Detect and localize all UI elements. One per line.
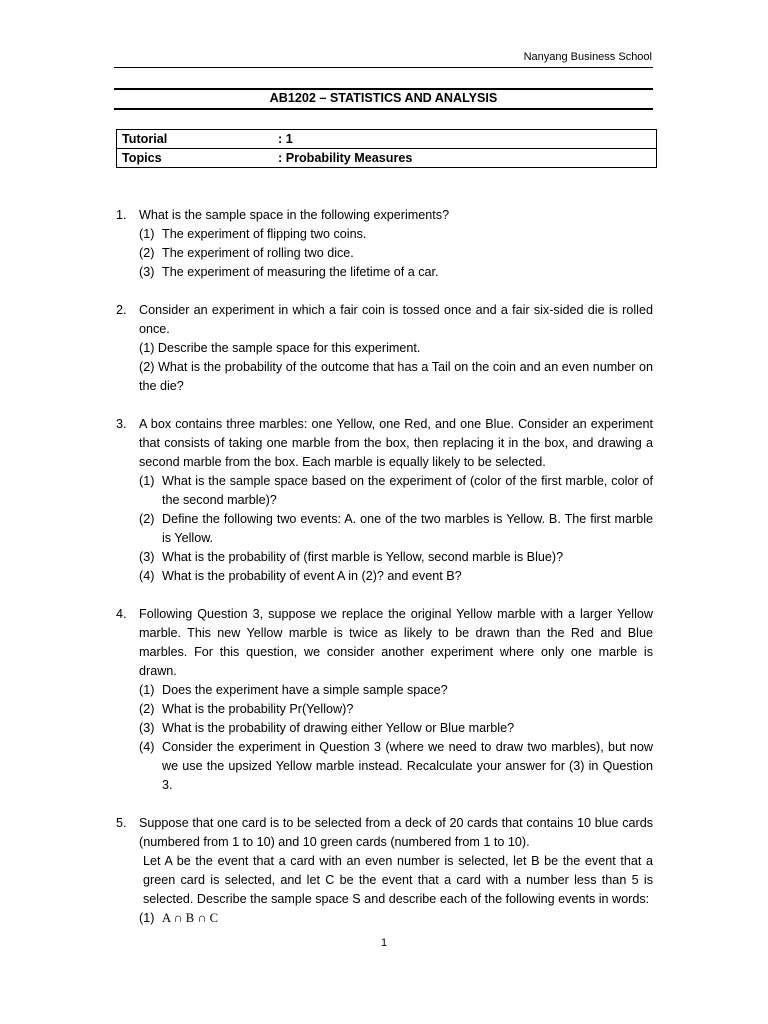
question-5 <box>116 814 653 928</box>
topics-label: Topics <box>117 149 272 168</box>
question-2 <box>116 301 653 396</box>
sub-question-list <box>139 225 653 282</box>
header-school-name: Nanyang Business School <box>523 51 652 63</box>
question-stem: Suppose that one card is to be selected from a deck of 20 cards that contains 10 blue cards (numbered from 1 to 10) and 10 green cards (numbered from 1 to 10). <box>139 816 653 849</box>
tutorial-value: : 1 <box>271 130 657 149</box>
question-line: (2) What is the probability of the outcome that has a Tail on the coin and an even number on the die? <box>139 360 653 393</box>
sub-question-number: (1) <box>139 474 155 488</box>
sub-question-text: Consider the experiment in Question 3 (where we need to draw two marbles), but now we use the upsized Yellow marble instead. Recalculate your answer for (3) in Question 3. <box>162 740 653 792</box>
sub-question-text: The experiment of flipping two coins. <box>162 227 367 241</box>
sub-question-number: (4) <box>139 569 155 583</box>
question-number: 5. <box>116 816 127 830</box>
sub-question-text: A ∩ B ∩ C <box>162 911 218 925</box>
sub-question-number: (1) <box>139 911 155 925</box>
sub-question-text: What is the probability of event A in (2)? and event B? <box>162 569 462 583</box>
tutorial-label: Tutorial <box>117 130 272 149</box>
sub-question-text: What is the sample space based on the experiment of (color of the first marble, color of the second marble)? <box>162 474 653 507</box>
sub-question-text: Define the following two events: A. one of the two marbles is Yellow. B. The first marble is Yellow. <box>162 512 653 545</box>
sub-question-number: (3) <box>139 265 155 279</box>
sub-question-number: (2) <box>139 512 155 526</box>
sub-question <box>139 738 653 795</box>
sub-question <box>139 244 653 263</box>
sub-question-number: (4) <box>139 740 155 754</box>
sub-question <box>139 700 653 719</box>
question-number: 1. <box>116 208 127 222</box>
sub-question-number: (1) <box>139 683 155 697</box>
course-title: AB1202 – STATISTICS AND ANALYSIS <box>269 91 498 105</box>
question-stem: What is the sample space in the following experiments? <box>139 208 450 222</box>
sub-question-list <box>139 681 653 795</box>
sub-question <box>139 510 653 548</box>
question-4 <box>116 605 653 795</box>
sub-question-list <box>139 909 653 928</box>
sub-question <box>139 548 653 567</box>
question-number: 2. <box>116 303 127 317</box>
question-number: 4. <box>116 607 127 621</box>
sub-question <box>139 225 653 244</box>
title-bottom-rule <box>114 108 653 110</box>
sub-question-number: (2) <box>139 702 155 716</box>
sub-question <box>139 567 653 586</box>
topics-row <box>117 149 657 168</box>
sub-question-number: (3) <box>139 550 155 564</box>
question-stem: Following Question 3, suppose we replace the original Yellow marble with a larger Yellow marble. This new Yellow marble is twice as likely to be drawn than the Red and Blue marbles. For this question, we consider another experiment where only one marble is drawn. <box>139 607 653 678</box>
header-rule <box>114 67 653 68</box>
question-stem: A box contains three marbles: one Yellow, one Red, and one Blue. Consider an experiment that consists of taking one marble from the box, then replacing it in the box, and drawing a second marble from the box. Each marble is equally likely to be selected. <box>139 417 653 469</box>
question-1 <box>116 206 653 282</box>
info-table <box>116 129 657 168</box>
question-3 <box>116 415 653 586</box>
sub-question-number: (3) <box>139 721 155 735</box>
sub-question-text: The experiment of measuring the lifetime of a car. <box>162 265 439 279</box>
sub-question-number: (2) <box>139 246 155 260</box>
question-line: (1) Describe the sample space for this experiment. <box>139 341 421 355</box>
sub-question-text: What is the probability Pr(Yellow)? <box>162 702 354 716</box>
question-stem: Consider an experiment in which a fair coin is tossed once and a fair six-sided die is rolled once. <box>139 303 653 336</box>
sub-question <box>139 472 653 510</box>
sub-question-text: What is the probability of (first marble is Yellow, second marble is Blue)? <box>162 550 564 564</box>
sub-question <box>139 719 653 738</box>
question-line: Let A be the event that a card with an even number is selected, let B be the event that a green card is selected, and let C be the event that a card with a number less than 5 is selected. Describe the sample space S and describe each of the following events in words: <box>143 854 653 906</box>
sub-question <box>139 263 653 282</box>
sub-question-number: (1) <box>139 227 155 241</box>
question-list <box>116 206 653 947</box>
tutorial-row <box>117 130 657 149</box>
sub-question <box>139 681 653 700</box>
sub-question <box>139 909 653 928</box>
sub-question-text: The experiment of rolling two dice. <box>162 246 354 260</box>
page-number: 1 <box>380 937 388 949</box>
sub-question-text: What is the probability of drawing either Yellow or Blue marble? <box>162 721 515 735</box>
topics-value: : Probability Measures <box>271 149 657 168</box>
sub-question-list <box>139 472 653 586</box>
question-number: 3. <box>116 417 127 431</box>
sub-question-text: Does the experiment have a simple sample space? <box>162 683 448 697</box>
